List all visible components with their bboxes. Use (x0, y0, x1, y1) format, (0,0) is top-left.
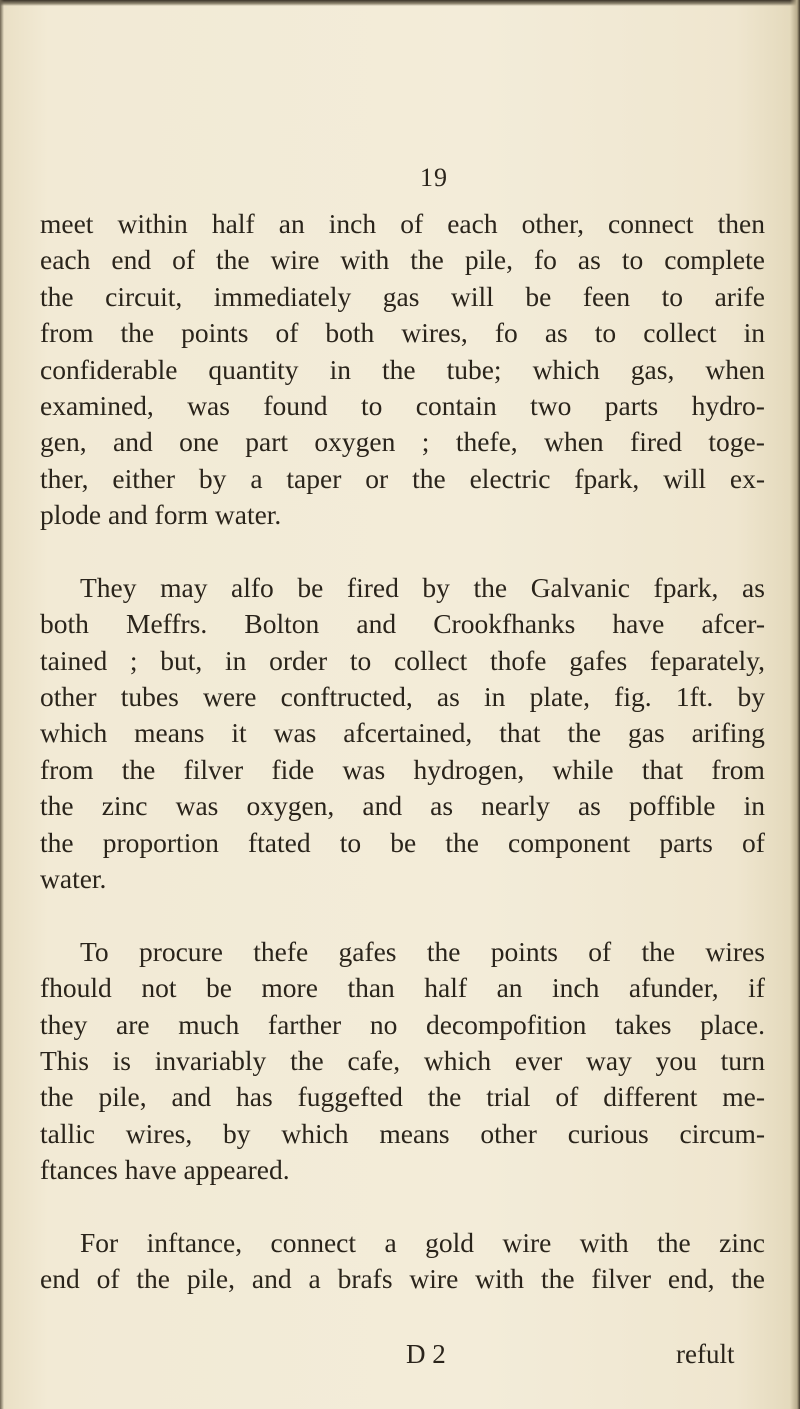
word: have (612, 608, 665, 640)
word: fig. (614, 681, 652, 713)
word: zinc (101, 790, 148, 822)
word: fired (346, 571, 399, 603)
word: with (579, 1226, 629, 1258)
word: inftance, (146, 1226, 243, 1258)
word: hydrogen, (413, 753, 525, 785)
word: of (588, 935, 612, 967)
word: quantity (208, 353, 299, 385)
text-line (40, 206, 765, 242)
word: it (231, 717, 247, 749)
word: turn (720, 1044, 765, 1076)
word: fuggefted (297, 1081, 403, 1113)
word: wires, (125, 1117, 193, 1149)
word: an (496, 972, 523, 1004)
word: was (273, 717, 317, 749)
word: as (577, 790, 601, 822)
word: tained (40, 644, 108, 676)
word: each (447, 208, 498, 239)
word: gafes (569, 644, 628, 676)
word: the (473, 571, 508, 603)
word: in (329, 353, 351, 385)
word: arifing (691, 717, 765, 749)
paragraph-gap (40, 1189, 765, 1225)
word: gafes (338, 935, 397, 967)
paragraph (40, 570, 765, 898)
paragraph-gap (40, 897, 765, 933)
word: pile, (464, 244, 514, 276)
word: and (356, 608, 397, 640)
word: the (410, 244, 444, 276)
word: place. (700, 1008, 765, 1040)
word: is (112, 1044, 132, 1076)
word: ever (514, 1044, 563, 1076)
word: fo (494, 317, 518, 349)
text-line (40, 570, 765, 606)
word: if (748, 972, 765, 1004)
word: pile, (186, 1263, 235, 1295)
word: trial (486, 1081, 531, 1113)
word: of (741, 826, 765, 858)
word: from (40, 753, 94, 785)
text-line (40, 1007, 765, 1043)
paragraph (40, 1225, 765, 1298)
word: inch (328, 208, 377, 239)
word: They (80, 571, 137, 603)
word: me- (722, 1081, 765, 1113)
paragraph (40, 934, 765, 1189)
word: circum- (679, 1117, 765, 1149)
word: collect (643, 317, 717, 349)
word: wire (270, 244, 320, 276)
paragraph-gap (40, 534, 765, 570)
word: as (577, 244, 601, 276)
word: one (179, 426, 219, 458)
word: the (136, 1263, 170, 1295)
word: pile, (98, 1081, 147, 1113)
word: much (178, 1008, 240, 1040)
word: of (400, 208, 424, 239)
word: fo (534, 244, 557, 276)
word: other (40, 681, 97, 713)
page-top-edge (0, 0, 800, 6)
word: examined, (40, 389, 154, 421)
word: feen (582, 280, 631, 312)
word: end (111, 244, 152, 276)
text-line (40, 825, 765, 861)
word: than (347, 972, 395, 1004)
word: decompofition (425, 1008, 587, 1040)
word: arife (714, 280, 765, 312)
word: parts (659, 826, 713, 858)
word: ftated (247, 826, 311, 858)
text-line (40, 388, 765, 424)
word: wires, (401, 317, 468, 349)
word: as (742, 571, 765, 603)
word: To (80, 935, 109, 967)
word: was (187, 389, 230, 421)
word: to (594, 317, 617, 349)
word: order (269, 644, 328, 676)
word: the (641, 935, 676, 967)
word: poffible (628, 790, 716, 822)
word: or (365, 462, 389, 494)
text-line (40, 1079, 765, 1115)
word: curious (567, 1117, 649, 1149)
word: oxygen (314, 426, 396, 458)
word: tallic (40, 1117, 95, 1149)
word: thefe, (455, 426, 518, 458)
word: you (655, 1044, 697, 1076)
body-text (40, 206, 765, 1298)
word: points (490, 935, 558, 967)
text-line (40, 934, 765, 970)
word: in (743, 317, 765, 349)
word: two (530, 389, 572, 421)
word: has (236, 1081, 273, 1113)
word: the (40, 280, 74, 312)
text-line-content: water. (40, 863, 107, 895)
word: as (544, 317, 568, 349)
word: afunder, (628, 972, 719, 1004)
word: invariably (154, 1044, 267, 1076)
word: fpark, (574, 462, 640, 494)
word: the (215, 244, 250, 276)
word: when (705, 353, 765, 385)
word: half (211, 208, 255, 239)
word: way (586, 1044, 632, 1076)
word: in (225, 644, 247, 676)
signature-mark: D 2 (406, 1339, 446, 1369)
word: of (96, 1263, 120, 1295)
word: Galvanic (530, 571, 630, 603)
word: toge- (708, 426, 765, 458)
word: different (603, 1081, 698, 1113)
text-line (40, 279, 765, 315)
word: of (172, 244, 195, 276)
word: inch (552, 972, 600, 1004)
word: a (384, 1226, 397, 1258)
word: will (663, 462, 706, 494)
word: farther (267, 1008, 342, 1040)
word: half (424, 972, 468, 1004)
word: both (325, 317, 375, 349)
word: by (737, 681, 765, 713)
word: ; (129, 644, 138, 676)
word: which (532, 353, 600, 385)
word: end, (667, 1263, 715, 1295)
word: filver (183, 753, 244, 785)
word: that (641, 753, 684, 785)
word: gas (382, 280, 420, 312)
text-line (40, 461, 765, 497)
word: fhould (40, 972, 112, 1004)
word: takes (614, 1008, 672, 1040)
word: in (484, 681, 506, 713)
word: oxygen, (246, 790, 335, 822)
word: by (223, 1117, 251, 1149)
word: to (661, 280, 684, 312)
word: means (379, 1117, 450, 1149)
word: the (412, 462, 446, 494)
word: be (390, 826, 417, 858)
word: to (349, 644, 372, 676)
word: zinc (719, 1226, 765, 1258)
word: then (717, 208, 765, 239)
word: ; (421, 426, 430, 458)
word: For (80, 1226, 119, 1258)
word: Bolton (244, 608, 320, 640)
word: parts (604, 389, 659, 421)
page-left-edge (0, 0, 4, 1409)
word: was (342, 753, 386, 785)
word: connect (608, 208, 694, 239)
word: cafe, (347, 1044, 401, 1076)
word: gas, (630, 353, 675, 385)
text-line (40, 1225, 765, 1261)
text-line (40, 715, 765, 751)
text-line (40, 861, 765, 897)
word: the (120, 317, 155, 349)
text-line-content: plode and form water. (40, 499, 282, 531)
word: gold (425, 1226, 475, 1258)
word: of (275, 317, 299, 349)
word: circuit, (105, 280, 183, 312)
text-line (40, 1043, 765, 1079)
word: confiderable (40, 353, 178, 385)
word: either (112, 462, 176, 494)
word: procure (138, 935, 223, 967)
word: the (445, 826, 479, 858)
word: the (40, 1081, 74, 1113)
word: from (711, 753, 765, 785)
word: connect (270, 1226, 357, 1258)
word: wires (705, 935, 765, 967)
word: electric (469, 462, 551, 494)
word: not (141, 972, 177, 1004)
word: a (250, 462, 263, 494)
word: both (40, 608, 89, 640)
paragraph (40, 206, 765, 534)
word: Crookfhanks (433, 608, 576, 640)
word: the (731, 1263, 765, 1295)
word: the (426, 935, 461, 967)
word: was (175, 790, 219, 822)
word: ther, (40, 462, 89, 494)
word: gen, (40, 426, 87, 458)
text-line (40, 1261, 765, 1297)
word: when (544, 426, 604, 458)
text-line (40, 424, 765, 460)
word: and (171, 1081, 212, 1113)
word: thofe (490, 644, 547, 676)
text-line (40, 606, 765, 642)
word: found (263, 389, 328, 421)
text-line (40, 352, 765, 388)
word: immediately (213, 280, 352, 312)
word: ex- (729, 462, 765, 494)
word: the (657, 1226, 691, 1258)
word: fired (630, 426, 682, 458)
page-right-edge (790, 0, 800, 1409)
text-line (40, 970, 765, 1006)
word: of (555, 1081, 579, 1113)
word: wire (502, 1226, 552, 1258)
word: and (362, 790, 403, 822)
word: a (308, 1263, 321, 1295)
word: from (40, 317, 94, 349)
word: the (40, 826, 74, 858)
word: which (423, 1044, 492, 1076)
word: to (339, 826, 362, 858)
text-line (40, 1152, 765, 1188)
word: afcer- (701, 608, 765, 640)
text-line-content: ftances have appeared. (40, 1154, 290, 1186)
word: collect (393, 644, 468, 676)
word: be (205, 972, 232, 1004)
word: with (475, 1263, 525, 1295)
text-line (40, 679, 765, 715)
word: complete (664, 244, 765, 276)
word: by (422, 571, 450, 603)
word: filver (591, 1263, 651, 1295)
word: in (743, 790, 765, 822)
word: contain (415, 389, 497, 421)
word: other (480, 1117, 537, 1149)
word: an (278, 208, 305, 239)
word: 1ft. (675, 681, 714, 713)
word: afcertained, (343, 717, 473, 749)
word: the (290, 1044, 324, 1076)
text-line (40, 643, 765, 679)
word: other, (521, 208, 584, 239)
word: to (360, 389, 383, 421)
word: conftructed, (280, 681, 413, 713)
word: be (297, 571, 324, 603)
word: gas (627, 717, 665, 749)
word: which (281, 1117, 349, 1149)
word: Meffrs. (126, 608, 208, 640)
text-line (40, 1116, 765, 1152)
word: will (451, 280, 494, 312)
word: be (525, 280, 552, 312)
word: that (499, 717, 541, 749)
text-line (40, 752, 765, 788)
word: plate, (529, 681, 590, 713)
word: wire (409, 1263, 459, 1295)
word: part (245, 426, 289, 458)
text-line (40, 315, 765, 351)
word: alfo (231, 571, 274, 603)
text-line (40, 242, 765, 278)
text-line (40, 788, 765, 824)
word: by (198, 462, 227, 494)
word: meet (40, 208, 94, 239)
word: the (427, 1081, 462, 1113)
word: thefe (253, 935, 309, 967)
word: hydro- (691, 389, 765, 421)
word: are (115, 1008, 150, 1040)
word: the (567, 717, 602, 749)
word: and (113, 426, 153, 458)
word: no (369, 1008, 398, 1040)
word: with (340, 244, 390, 276)
word: taper (286, 462, 342, 494)
word: were (202, 681, 257, 713)
page-number: 19 (420, 163, 448, 192)
word: means (134, 717, 205, 749)
word: may (160, 571, 208, 603)
word: which (40, 717, 108, 749)
word: end (40, 1263, 80, 1295)
word: proportion (102, 826, 219, 858)
word: the (381, 353, 416, 385)
word: as (430, 790, 454, 822)
text-line (40, 497, 765, 533)
word: more (261, 972, 318, 1004)
word: feparately, (649, 644, 765, 676)
word: component (508, 826, 631, 858)
word: as (436, 681, 460, 713)
word: tubes (120, 681, 179, 713)
word: This (40, 1044, 89, 1076)
word: while (552, 753, 614, 785)
word: the (40, 790, 74, 822)
word: within (117, 208, 188, 239)
word: they (40, 1008, 88, 1040)
word: the (121, 753, 156, 785)
word: each (40, 244, 91, 276)
catchword: refult (676, 1339, 735, 1369)
word: tube; (446, 353, 502, 385)
word: nearly (481, 790, 550, 822)
word: brafs (337, 1263, 393, 1295)
word: to (621, 244, 644, 276)
page-footer (40, 1339, 765, 1375)
word: fpark, (653, 571, 719, 603)
word: points (181, 317, 249, 349)
word: but, (160, 644, 203, 676)
word: fide (271, 753, 315, 785)
word: the (540, 1263, 575, 1295)
word: and (251, 1263, 292, 1295)
